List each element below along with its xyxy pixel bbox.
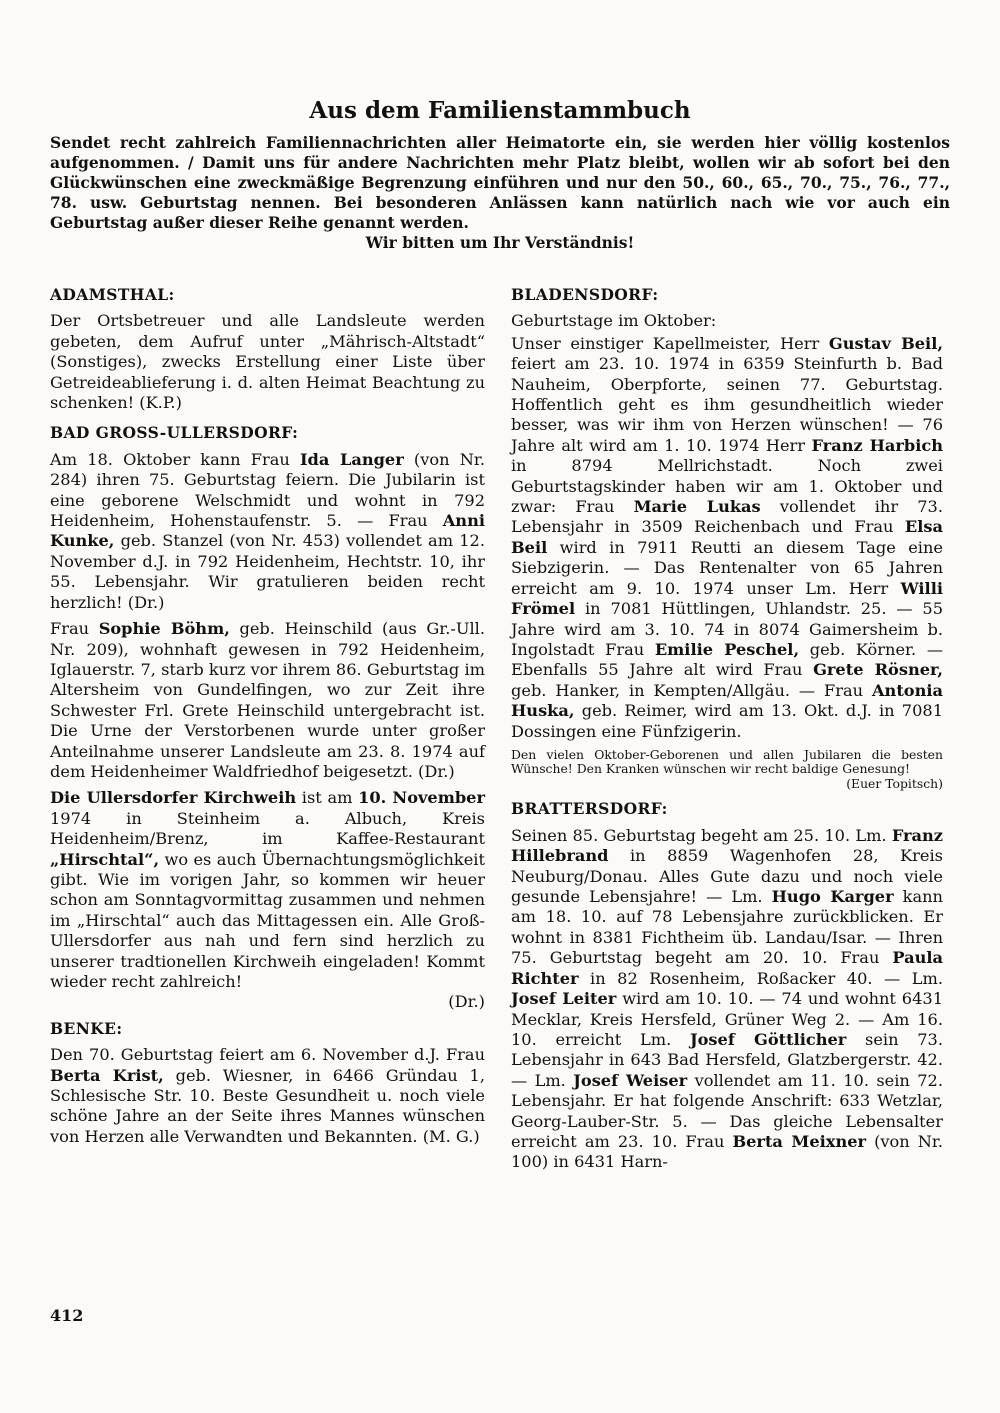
person-name: Josef Weiser bbox=[573, 1070, 688, 1090]
paragraph: Unser einstiger Kapellmeister, Herr Gustav Beil, feiert am 23. 10. 1974 in 6359 Steinfurth b. Bad Nauheim, Oberpforte, seinen 77. Geburtstag. Hoffentlich geht es ihm gesundheitlich wieder besser, was wir ihm von Herzen wünschen! — 76 Jahre alt wird am 1. 10. 1974 Herr Franz Harbich in 8794 Mellrichstadt. Noch zwei Geburtstagskinder haben wir am 1. Oktober und zwar: Frau Marie Lukas vollendet ihr 73. Lebensjahr in 3509 Reichenbach und Frau Elsa Beil wird in 7911 Reutti an diesem Tage eine Siebzigerin. — Das Rentenalter von 65 Jahren erreicht am 9. 10. 1974 unser Lm. Herr Willi Frömel in 7081 Hüttlingen, Uhlandstr. 25. — 55 Jahre wird am 3. 10. 74 in 8074 Gaimersheim b. Ingolstadt Frau Emilie Peschel, geb. Körner. — Ebenfalls 55 Jahre alt wird Frau Grete Rösner, geb. Hanker, in Kempten/Allgäu. — Frau Antonia Huska, geb. Reimer, wird am 13. Okt. d.J. in 7081 Dossingen eine Fünfzigerin. bbox=[511, 333, 944, 741]
paragraph: Am 18. Oktober kann Frau Ida Langer (von Nr. 284) ihren 75. Geburtstag feiern. Die Jubilarin ist eine geborene Welschmidt und wohnt in 792 Heidenheim, Hohenstaufenstr. 5. — Frau Anni Kunke, geb. Stanzel (von Nr. 453) vollendet am 12. November d.J. in 792 Heidenheim, Hechtstr. 10, ihr 55. Lebensjahr. Wir gratulieren beiden recht herzlich! (Dr.) bbox=[50, 449, 485, 612]
paragraph: Seinen 85. Geburtstag begeht am 25. 10. Lm. Franz Hillebrand in 8859 Wagenhofen 28, Kreis Neuburg/Donau. Alles Gute dazu und noch viele gesunde Lebensjahre! — Lm. Hugo Karger kann am 18. 10. auf 78 Lebensjahre zurückblicken. Er wohnt in 8381 Fichtheim üb. Landau/Isar. — Ihren 75. Geburtstag begeht am 20. 10. Frau Paula Richter in 82 Rosenheim, Roßacker 40. — Lm. Josef Leiter wird am 10. 10. — 74 und wohnt 6431 Mecklar, Kreis Hersfeld, Grüner Weg 2. — Am 16. 10. erreicht Lm. Josef Göttlicher sein 73. Lebensjahr in 643 Bad Hersfeld, Glatzbergerstr. 42. — Lm. Josef Weiser vollendet am 11. 10. sein 72. Lebensjahr. Er hat folgende Anschrift: 633 Wetzlar, Georg-Lauber-Str. 5. — Das gleiche Lebensalter erreicht am 23. 10. Frau Berta Meixner (von Nr. 100) in 6431 Harn- bbox=[511, 825, 943, 1172]
section-text: Der Ortsbetreuer und alle Landsleute werden gebeten, dem Aufruf unter „Mährisch-Altstadt“ (Sonstiges), zwecks Erstellung einer Liste über Getreideablieferung i. d. alten Heimat Beachtung zu schenken! (K.P.) bbox=[50, 311, 485, 413]
section-heading: ADAMSTHAL: bbox=[50, 285, 175, 304]
section-adamsthal bbox=[50, 285, 485, 413]
person-name: Anni Kunke, bbox=[50, 511, 485, 551]
section-heading: BLADENSDORF: bbox=[511, 285, 659, 304]
event-date: 10. November bbox=[358, 788, 485, 808]
person-name: Berta Meixner bbox=[732, 1131, 867, 1151]
section-bladensdorf bbox=[511, 285, 943, 791]
person-name: Marie Lukas bbox=[633, 497, 761, 517]
person-name: Elsa Beil bbox=[511, 517, 943, 557]
person-name: Emilie Peschel, bbox=[654, 639, 800, 659]
section-heading: BAD GROSS-ULLERSDORF: bbox=[50, 423, 299, 443]
paragraph: Den 70. Geburtstag feiert am 6. November d.J. Frau Berta Krist, geb. Wiesner, in 6466 Gründau 1, Schlesische Str. 10. Beste Gesundheit u. noch viele schöne Jahre an der Seite ihres Mannes wünschen von Herzen alle Verwandten und Bekannten. (M. G.) bbox=[50, 1045, 485, 1146]
person-name: Sophie Böhm, bbox=[98, 619, 230, 639]
person-name: Josef Leiter bbox=[511, 989, 617, 1009]
page-title: Aus dem Familienstammbuch bbox=[309, 97, 691, 124]
person-name: Josef Göttlicher bbox=[689, 1029, 847, 1049]
person-name: Willi Frömel bbox=[511, 578, 943, 619]
person-name: Franz Hillebrand bbox=[511, 825, 943, 866]
person-name: Grete Rösner, bbox=[813, 660, 943, 680]
left-column bbox=[50, 285, 485, 1153]
person-name: Berta Krist, bbox=[50, 1065, 164, 1085]
section-bad-gross-ullersdorf bbox=[50, 423, 485, 1012]
person-name: Gustav Beil, bbox=[828, 333, 943, 353]
intro-notice bbox=[50, 133, 950, 253]
intro-text: Sendet recht zahlreich Familiennachrichten aller Heimatorte ein, sie werden hier völlig kostenlos aufgenommen. / Damit uns für andere Nachrichten mehr Platz bleibt, wollen wir ab sofort bei den Glückwünschen eine zweckmäßige Begrenzung einführen und nur den 50., 60., 65., 70., 75., 76., 77., 78. usw. Geburtstag nennen. Bei besonderen Anlässen kann natürlich nach wie vor auch ein Geburtstag außer dieser Reihe genannt werden. bbox=[50, 133, 950, 232]
right-column bbox=[511, 285, 943, 1179]
person-name: Ida Langer bbox=[299, 449, 404, 469]
event-name: Die Ullersdorfer Kirchweih bbox=[50, 788, 297, 808]
signature: (Dr.) bbox=[448, 992, 485, 1012]
small-note: Den vielen Oktober-Geborenen und allen Jubilaren die besten Wünsche! Den Kranken wünschen wir recht baldige Genesung! bbox=[511, 746, 943, 777]
section-benke bbox=[50, 1019, 485, 1147]
section-subheading: Geburtstage im Oktober: bbox=[511, 311, 717, 331]
paragraph: Die Ullersdorfer Kirchweih ist am 10. November 1974 in Steinheim a. Albuch, Kreis Heidenheim/Brenz, im Kaffee-Restaurant „Hirschtal“, wo es auch Übernachtungsmöglichkeit gibt. Wie im vorigen Jahr, so kommen wir heuer schon am Sonntagvormittag zusammen und nehmen im „Hirschtal“ auch das Mittagessen ein. Alle Groß-Ullersdorfer aus nah und fern sind herzlich zu unserer tradtionellen Kirchweih eingeladen! Kommt wieder recht zahlreich! bbox=[50, 788, 485, 991]
section-brattersdorf bbox=[511, 799, 943, 1172]
section-heading: BENKE: bbox=[50, 1018, 123, 1038]
intro-closing: Wir bitten um Ihr Verständnis! bbox=[365, 233, 635, 252]
person-name: Antonia Huska, bbox=[511, 680, 943, 721]
person-name: Franz Harbich bbox=[811, 435, 943, 455]
venue-name: „Hirschtal“, bbox=[50, 849, 160, 869]
person-name: Hugo Karger bbox=[771, 887, 894, 907]
page-number: 412 bbox=[50, 1306, 84, 1325]
person-name: Paula Richter bbox=[511, 948, 943, 988]
signature: (Euer Topitsch) bbox=[846, 775, 943, 791]
section-heading: BRATTERSDORF: bbox=[511, 799, 668, 819]
paragraph: Frau Sophie Böhm, geb. Heinschild (aus Gr.-Ull. Nr. 209), wohnhaft gewesen in 792 Heidenheim, Iglauerstr. 7, starb kurz vor ihrem 86. Geburtstag im Altersheim von Gundelfingen, wo zur Zeit ihre Schwester Frl. Grete Heinschild untergebracht ist. Die Urne der Verstorbenen wurde unter großer Anteilnahme unserer Landsleute am 23. 8. 1974 auf dem Heidenheimer Waldfriedhof beigesetzt. (Dr.) bbox=[50, 619, 485, 781]
